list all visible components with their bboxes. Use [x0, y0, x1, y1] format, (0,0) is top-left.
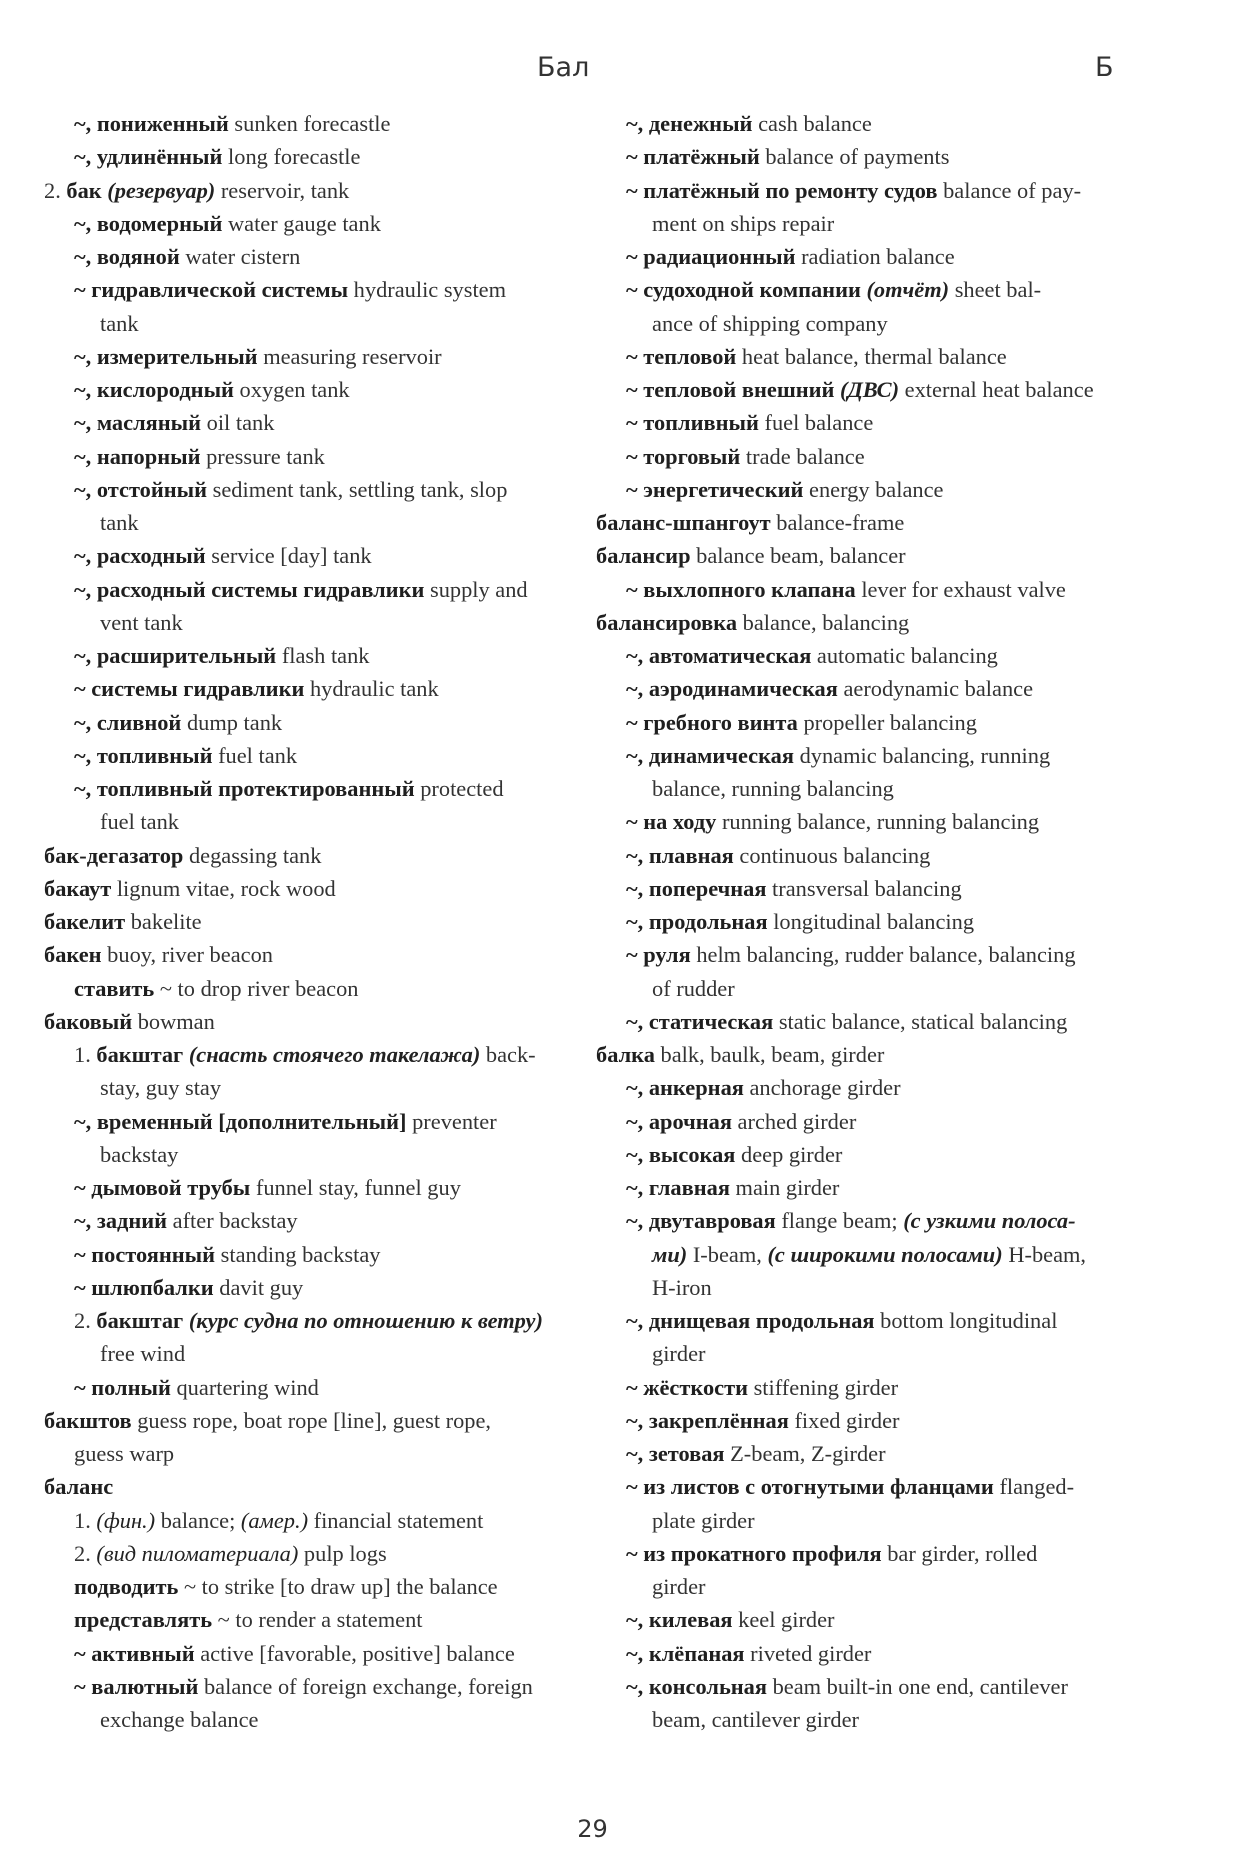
translation-text: flanged-	[993, 1474, 1075, 1500]
dictionary-line	[596, 140, 1136, 173]
dictionary-line	[596, 972, 1136, 1005]
translation-text: H-iron	[652, 1274, 712, 1300]
headword-text: балка	[596, 1042, 655, 1067]
translation-text: balance of payments	[759, 144, 950, 170]
dictionary-line	[596, 539, 1136, 572]
translation-text: girder	[652, 1341, 706, 1367]
translation-text: fuel tank	[212, 742, 298, 768]
translation-text: H-beam,	[1002, 1241, 1087, 1267]
headword-text: (ДВС)	[840, 377, 900, 402]
headword-text: ~ шлюпбалки	[74, 1274, 214, 1300]
headword-text: бакен	[44, 942, 102, 968]
dictionary-line	[596, 240, 1136, 273]
dictionary-line	[596, 1304, 1136, 1337]
translation-text: beam built-in one end, cantilever	[767, 1673, 1068, 1699]
headword-text: ~ жёсткости	[626, 1374, 748, 1400]
dictionary-line	[596, 506, 1136, 539]
translation-text: lever for exhaust valve	[855, 576, 1066, 602]
dictionary-line	[596, 307, 1136, 340]
headword-text: ~, кислородный	[74, 377, 234, 402]
dictionary-line	[596, 938, 1136, 971]
translation-text: balk, baulk, beam, girder	[654, 1042, 885, 1067]
dictionary-line	[596, 1703, 1136, 1736]
dictionary-line	[596, 872, 1136, 905]
headword-text: ~, задний	[74, 1208, 168, 1234]
dictionary-line	[596, 1204, 1136, 1237]
dictionary-line	[44, 772, 568, 805]
headword-text: (курс судна по отношению к ветру)	[188, 1308, 543, 1333]
dictionary-line	[596, 706, 1136, 739]
dictionary-line	[44, 1238, 568, 1271]
translation-text: dynamic balancing, running	[793, 742, 1051, 768]
headword-text: балансировка	[596, 609, 738, 635]
headword-text: ~ из листов с отогнутыми фланцами	[626, 1474, 994, 1500]
headword-text: ~, днищевая продольная	[626, 1308, 875, 1333]
headword-text: ~, клёпаная	[626, 1640, 745, 1666]
dictionary-line	[44, 573, 568, 606]
headword-text: ~, главная	[626, 1175, 730, 1200]
translation-text: funnel stay, funnel guy	[250, 1175, 461, 1200]
running-head	[0, 52, 1233, 92]
translation-text: sediment tank, settling tank, slop	[207, 476, 508, 502]
dictionary-line	[44, 273, 568, 306]
translation-text: continuous balancing	[733, 842, 931, 868]
translation-text: ance of shipping company	[652, 310, 888, 336]
translation-text: trade balance	[740, 443, 865, 469]
headword-text: ~, временный [дополнительный]	[74, 1108, 407, 1134]
translation-text: guess rope, boat rope [line], guest rope,	[131, 1407, 492, 1433]
translation-text: tank	[100, 310, 139, 336]
translation-text: fixed girder	[788, 1407, 900, 1433]
headword-text: баланс-шпангоут	[596, 510, 771, 535]
translation-text: balance;	[155, 1507, 241, 1533]
headword-text: подводить	[74, 1574, 179, 1599]
dictionary-line	[596, 1537, 1136, 1570]
translation-text: Z-beam, Z-girder	[724, 1441, 886, 1466]
dictionary-column-left	[44, 107, 568, 1736]
dictionary-line	[596, 1504, 1136, 1537]
translation-text: sheet bal-	[949, 277, 1042, 303]
translation-text: degassing tank	[183, 842, 322, 868]
dictionary-line	[44, 606, 568, 639]
headword-text: бак-дегазатор	[44, 842, 184, 868]
translation-text: pulp logs	[298, 1540, 387, 1566]
translation-text: sunken forecastle	[228, 111, 391, 136]
headword-text: ~, автоматическая	[626, 643, 812, 668]
translation-text: protected	[414, 776, 504, 801]
dictionary-line	[44, 107, 568, 140]
dictionary-line	[596, 1271, 1136, 1304]
headword-text: ~, топливный протектированный	[74, 776, 415, 801]
headword-text: баковый	[44, 1008, 133, 1034]
dictionary-line	[596, 606, 1136, 639]
headword-text: (с широкими полосами)	[767, 1241, 1003, 1267]
dictionary-line	[596, 406, 1136, 439]
translation-text: bowman	[132, 1008, 215, 1034]
translation-text: financial statement	[308, 1507, 484, 1533]
headword-text: ~ дымовой трубы	[74, 1175, 251, 1200]
dictionary-line	[596, 1404, 1136, 1437]
headword-text: ~, консольная	[626, 1673, 767, 1699]
headword-text: ~, топливный	[74, 742, 213, 768]
dictionary-line	[596, 1371, 1136, 1404]
translation-text: external heat balance	[899, 377, 1094, 402]
translation-text: 1.	[74, 1042, 97, 1067]
dictionary-line	[596, 573, 1136, 606]
translation-text: lignum vitae, rock wood	[111, 875, 336, 901]
translation-text: oxygen tank	[233, 377, 350, 402]
dictionary-line	[44, 1703, 568, 1736]
dictionary-line	[596, 839, 1136, 872]
translation-text: heat balance, thermal balance	[736, 343, 1007, 369]
translation-text: ment on ships repair	[652, 210, 835, 236]
translation-text: after backstay	[167, 1208, 298, 1234]
translation-text: plate girder	[652, 1507, 755, 1533]
translation-text: riveted girder	[744, 1640, 872, 1666]
dictionary-line	[44, 805, 568, 838]
dictionary-line	[44, 1470, 568, 1503]
translation-text: tank	[100, 510, 139, 535]
translation-text: girder	[652, 1574, 706, 1599]
dictionary-line	[44, 839, 568, 872]
headword-text: ~ постоянный	[74, 1241, 216, 1267]
dictionary-line	[596, 1071, 1136, 1104]
headword-text: (фин.)	[96, 1507, 156, 1533]
dictionary-line	[44, 1570, 568, 1603]
translation-text: fuel tank	[100, 809, 179, 835]
headword-text: ~, зетовая	[626, 1441, 725, 1466]
dictionary-line	[596, 772, 1136, 805]
header-guide-word: Бал	[537, 52, 590, 83]
headword-text: ~, статическая	[626, 1008, 774, 1034]
dictionary-line	[44, 1637, 568, 1670]
headword-text: ~, аэродинамическая	[626, 676, 838, 702]
dictionary-line	[44, 1005, 568, 1038]
translation-text: balance-frame	[770, 510, 905, 535]
dictionary-column-right	[596, 107, 1136, 1736]
dictionary-line	[596, 473, 1136, 506]
translation-text: static balance, statical balancing	[773, 1008, 1068, 1034]
translation-text: aerodynamic balance	[837, 676, 1034, 702]
dictionary-line	[44, 539, 568, 572]
headword-text: ~, пониженный	[74, 111, 229, 136]
dictionary-line	[44, 639, 568, 672]
translation-text: fuel balance	[758, 410, 874, 436]
headword-text: бак	[66, 177, 108, 203]
dictionary-line	[596, 1637, 1136, 1670]
headword-text: ~, расходный системы гидравлики	[74, 576, 425, 602]
dictionary-line	[596, 174, 1136, 207]
dictionary-line	[596, 340, 1136, 373]
dictionary-line	[596, 1105, 1136, 1138]
headword-text: ми)	[652, 1241, 688, 1267]
headword-text: ~ радиационный	[626, 244, 796, 269]
dictionary-line	[596, 1138, 1136, 1171]
headword-text: бакштаг	[96, 1308, 189, 1333]
dictionary-line	[44, 1537, 568, 1570]
translation-text: oil tank	[201, 410, 275, 436]
translation-text: davit guy	[213, 1274, 304, 1300]
dictionary-line	[596, 1038, 1136, 1071]
dictionary-line	[44, 406, 568, 439]
translation-text: keel girder	[732, 1607, 835, 1633]
dictionary-line	[596, 207, 1136, 240]
translation-text: running balance, running balancing	[716, 809, 1040, 835]
headword-text: ~, удлинённый	[74, 144, 223, 170]
headword-text: (отчёт)	[866, 277, 950, 303]
headword-text: ~, двутавровая	[626, 1208, 776, 1234]
translation-text: I-beam,	[687, 1241, 768, 1267]
dictionary-line	[44, 1271, 568, 1304]
translation-text: hydraulic tank	[304, 676, 439, 702]
headword-text: ~, килевая	[626, 1607, 733, 1633]
translation-text: of rudder	[652, 975, 735, 1001]
dictionary-line	[596, 1437, 1136, 1470]
dictionary-line	[596, 1603, 1136, 1636]
page-number: 29	[577, 1815, 608, 1843]
translation-text: active [favorable, positive] balance	[194, 1640, 515, 1666]
dictionary-line	[44, 872, 568, 905]
translation-text: long forecastle	[222, 144, 361, 170]
dictionary-line	[44, 140, 568, 173]
headword-text: (амер.)	[240, 1507, 309, 1533]
headword-text: бакштов	[44, 1407, 132, 1433]
headword-text: бакелит	[44, 909, 126, 934]
translation-text: beam, cantilever girder	[652, 1707, 860, 1732]
translation-text: backstay	[100, 1141, 179, 1167]
dictionary-line	[44, 506, 568, 539]
header-section-letter: Б	[1095, 52, 1114, 83]
translation-text: preventer	[406, 1108, 497, 1134]
translation-text: 2.	[44, 177, 67, 203]
translation-text: 1.	[74, 1507, 97, 1533]
dictionary-line	[44, 672, 568, 705]
translation-text: anchorage girder	[743, 1075, 901, 1101]
translation-text: automatic balancing	[811, 643, 998, 668]
dictionary-line	[596, 440, 1136, 473]
translation-text: dump tank	[181, 709, 283, 735]
dictionary-line	[596, 672, 1136, 705]
dictionary-line	[596, 107, 1136, 140]
translation-text: longitudinal balancing	[767, 909, 975, 934]
translation-text: flash tank	[276, 643, 370, 668]
dictionary-line	[596, 639, 1136, 672]
headword-text: ~, закреплённая	[626, 1407, 789, 1433]
headword-text: ~, высокая	[626, 1141, 736, 1167]
dictionary-line	[44, 440, 568, 473]
translation-text: free wind	[100, 1341, 186, 1367]
dictionary-line	[44, 1138, 568, 1171]
translation-text: vent tank	[100, 609, 183, 635]
translation-text: water gauge tank	[222, 210, 381, 236]
translation-text: radiation balance	[795, 244, 955, 269]
translation-text: main girder	[729, 1175, 840, 1200]
headword-text: бакштаг	[96, 1042, 189, 1067]
translation-text: standing backstay	[215, 1241, 381, 1267]
dictionary-line	[596, 1337, 1136, 1370]
translation-text: bar girder, rolled	[881, 1540, 1038, 1566]
dictionary-line	[596, 905, 1136, 938]
translation-text: supply and	[424, 576, 528, 602]
headword-text: представлять	[74, 1607, 213, 1633]
dictionary-line	[44, 1337, 568, 1370]
translation-text: flange beam;	[775, 1208, 904, 1234]
translation-text: bottom longitudinal	[874, 1308, 1058, 1333]
dictionary-line	[44, 1071, 568, 1104]
dictionary-line	[44, 739, 568, 772]
translation-text: 2.	[74, 1308, 97, 1333]
dictionary-line	[44, 1437, 568, 1470]
dictionary-line	[596, 273, 1136, 306]
translation-text: quartering wind	[170, 1374, 319, 1400]
headword-text: ~, водомерный	[74, 210, 223, 236]
translation-text: reservoir, tank	[215, 177, 350, 203]
dictionary-line	[44, 1038, 568, 1071]
translation-text: bakelite	[125, 909, 202, 934]
headword-text: ~ судоходной компании	[626, 277, 867, 303]
headword-text: (с узкими полоса-	[903, 1208, 1076, 1234]
translation-text: water cistern	[179, 244, 301, 269]
translation-text: balance, running balancing	[652, 776, 894, 801]
translation-text: stiffening girder	[748, 1374, 899, 1400]
dictionary-line	[596, 1470, 1136, 1503]
headword-text: ~, отстойный	[74, 476, 208, 502]
translation-text: energy balance	[803, 476, 944, 502]
headword-text: ~ платёжный по ремонту судов	[626, 177, 938, 203]
dictionary-line	[44, 307, 568, 340]
headword-text: (снасть стоячего такелажа)	[188, 1042, 481, 1067]
dictionary-line	[44, 1670, 568, 1703]
headword-text: ~, водяной	[74, 244, 180, 269]
headword-text: ~ на ходу	[626, 809, 717, 835]
headword-text: ~, плавная	[626, 842, 734, 868]
headword-text: ~, арочная	[626, 1108, 732, 1134]
dictionary-line	[44, 1504, 568, 1537]
translation-text: propeller balancing	[797, 709, 977, 735]
headword-text: бакаут	[44, 875, 112, 901]
headword-text: ~ активный	[74, 1640, 195, 1666]
headword-text: ~, динамическая	[626, 742, 794, 768]
translation-text: exchange balance	[100, 1707, 259, 1732]
translation-text: balance of foreign exchange, foreign	[198, 1673, 533, 1699]
dictionary-line	[44, 938, 568, 971]
dictionary-line	[44, 706, 568, 739]
headword-text: баланс	[44, 1474, 114, 1500]
headword-text: ~ торговый	[626, 443, 741, 469]
dictionary-line	[596, 1238, 1136, 1271]
headword-text: (резервуар)	[107, 177, 216, 203]
headword-text: ~, анкерная	[626, 1075, 744, 1101]
headword-text: ~ топливный	[626, 410, 759, 436]
dictionary-line	[44, 207, 568, 240]
headword-text: ставить	[74, 975, 155, 1001]
headword-text: ~ энергетический	[626, 476, 804, 502]
headword-text: ~, поперечная	[626, 875, 767, 901]
headword-text: ~, сливной	[74, 709, 182, 735]
headword-text: ~, масляный	[74, 410, 202, 436]
translation-text: hydraulic system	[348, 277, 507, 303]
dictionary-line	[44, 240, 568, 273]
dictionary-line	[44, 1105, 568, 1138]
dictionary-line	[596, 1670, 1136, 1703]
headword-text: ~ системы гидравлики	[74, 676, 305, 702]
headword-text: (вид пиломатериала)	[96, 1540, 299, 1566]
translation-text: transversal balancing	[766, 875, 962, 901]
translation-text: stay, guy stay	[100, 1075, 222, 1101]
headword-text: ~, продольная	[626, 909, 768, 934]
translation-text: pressure tank	[200, 443, 325, 469]
headword-text: ~ тепловой внешний	[626, 377, 841, 402]
headword-text: ~, измерительный	[74, 343, 258, 369]
headword-text: ~ гидравлической системы	[74, 277, 349, 303]
headword-text: ~ полный	[74, 1374, 171, 1400]
headword-text: ~ гребного винта	[626, 709, 798, 735]
dictionary-line	[596, 1171, 1136, 1204]
translation-text: balance of pay-	[937, 177, 1082, 203]
translation-text: measuring reservoir	[257, 343, 442, 369]
dictionary-line	[44, 1404, 568, 1437]
translation-text: buoy, river beacon	[101, 942, 273, 968]
translation-text: guess warp	[74, 1441, 175, 1466]
dictionary-line	[44, 972, 568, 1005]
headword-text: ~ валютный	[74, 1673, 199, 1699]
translation-text: balance beam, balancer	[690, 543, 906, 569]
dictionary-line	[596, 805, 1136, 838]
headword-text: ~, расширительный	[74, 643, 277, 668]
translation-text: ~ to render a statement	[212, 1607, 423, 1633]
translation-text: back-	[480, 1042, 536, 1067]
headword-text: ~ выхлопного клапана	[626, 576, 856, 602]
headword-text: ~ платёжный	[626, 144, 760, 170]
dictionary-line	[44, 1171, 568, 1204]
translation-text: balance, balancing	[737, 609, 910, 635]
dictionary-line	[44, 1371, 568, 1404]
translation-text: arched girder	[731, 1108, 857, 1134]
translation-text: service [day] tank	[205, 543, 372, 569]
translation-text: 2.	[74, 1540, 97, 1566]
headword-text: ~ из прокатного профиля	[626, 1540, 882, 1566]
headword-text: ~ руля	[626, 942, 691, 968]
dictionary-line	[44, 905, 568, 938]
dictionary-line	[44, 373, 568, 406]
translation-text: cash balance	[752, 111, 872, 136]
dictionary-line	[596, 1570, 1136, 1603]
dictionary-line	[596, 739, 1136, 772]
dictionary-line	[44, 174, 568, 207]
translation-text: ~ to drop river beacon	[154, 975, 359, 1001]
headword-text: ~, напорный	[74, 443, 201, 469]
headword-text: ~, расходный	[74, 543, 206, 569]
dictionary-line	[44, 340, 568, 373]
headword-text: ~, денежный	[626, 111, 753, 136]
dictionary-line	[44, 1603, 568, 1636]
dictionary-line	[596, 373, 1136, 406]
headword-text: ~ тепловой	[626, 343, 737, 369]
translation-text: helm balancing, rudder balance, balancing	[690, 942, 1076, 968]
translation-text: deep girder	[735, 1141, 843, 1167]
dictionary-line	[596, 1005, 1136, 1038]
dictionary-line	[44, 473, 568, 506]
headword-text: балансир	[596, 543, 691, 569]
dictionary-line	[44, 1204, 568, 1237]
translation-text: ~ to strike [to draw up] the balance	[178, 1574, 498, 1599]
dictionary-line	[44, 1304, 568, 1337]
